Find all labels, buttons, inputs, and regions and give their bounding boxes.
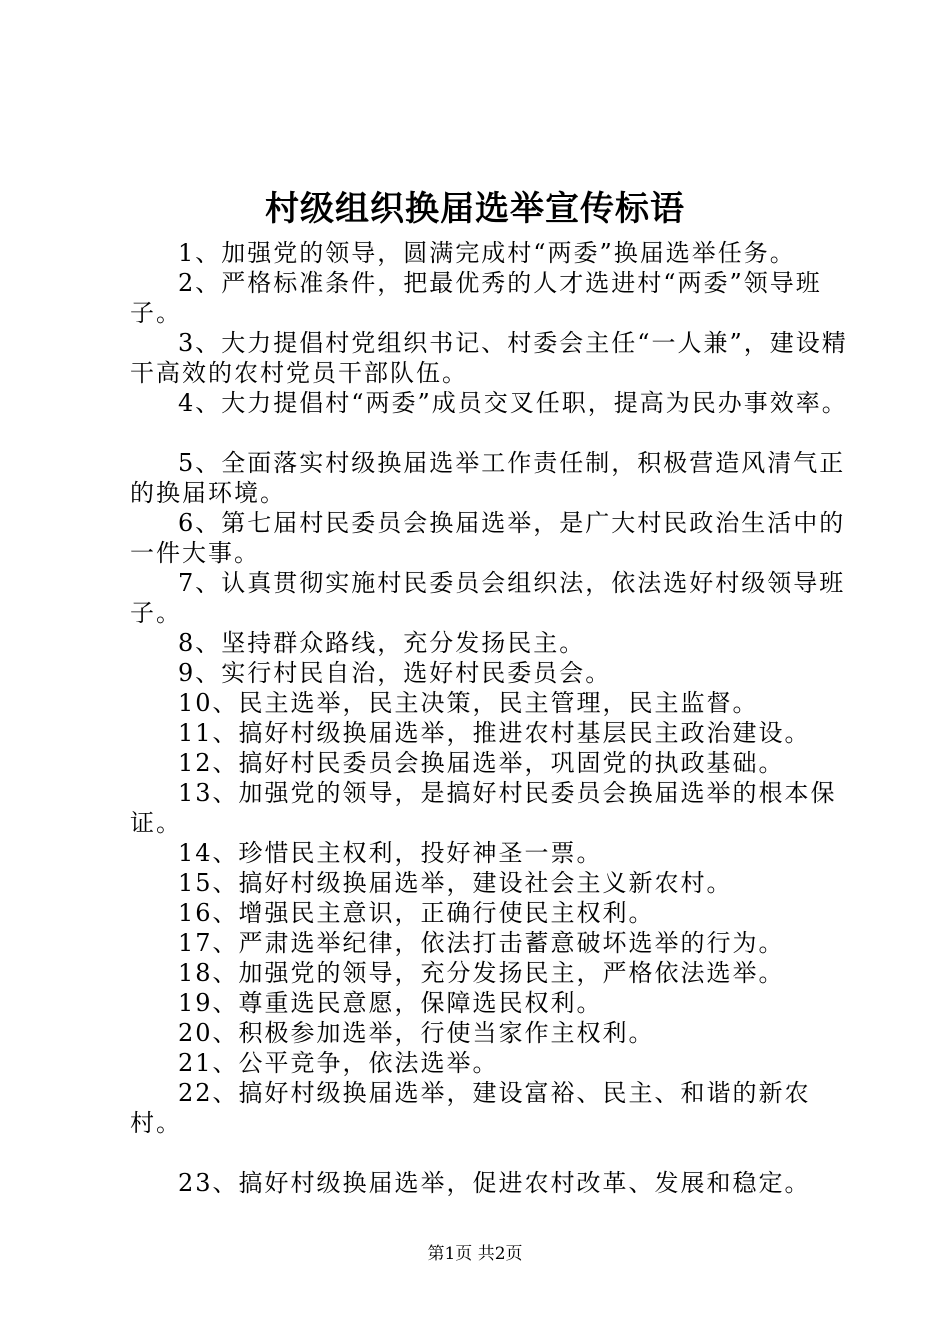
list-item: 7、认真贯彻实施村民委员会组织法，依法选好村级领导班子。 (130, 569, 846, 627)
page-title: 村级组织换届选举宣传标语 (265, 189, 685, 229)
list-item: 5、全面落实村级换届选举工作责任制，积极营造风清气正的换届环境。 (130, 449, 846, 507)
list-item: 12、搞好村民委员会换届选举，巩固党的执政基础。 (178, 749, 785, 777)
list-item: 14、珍惜民主权利，投好神圣一票。 (178, 839, 603, 867)
list-item: 2、严格标准条件，把最优秀的人才选进村“两委”领导班子。 (130, 269, 822, 327)
list-item: 3、大力提倡村党组织书记、村委会主任“一人兼”，建设精干高效的农村党员干部队伍。 (130, 329, 848, 387)
list-item: 13、加强党的领导，是搞好村民委员会换届选举的根本保证。 (130, 779, 837, 837)
page-footer: 第1页 共2页 (427, 1244, 523, 1264)
list-item: 15、搞好村级换届选举，建设社会主义新农村。 (178, 869, 733, 897)
list-item: 18、加强党的领导，充分发扬民主，严格依法选举。 (178, 959, 785, 987)
list-item: 11、搞好村级换届选举，推进农村基层民主政治建设。 (178, 719, 811, 747)
list-item: 4、大力提倡村“两委”成员交叉任职，提高为民办事效率。 (178, 389, 848, 417)
list-item: 21、公平竞争，依法选举。 (178, 1049, 499, 1077)
list-item: 8、坚持群众路线，充分发扬民主。 (178, 629, 586, 657)
list-item: 17、严肃选举纪律，依法打击蓄意破坏选举的行为。 (178, 929, 785, 957)
list-item: 6、第七届村民委员会换届选举，是广大村民政治生活中的一件大事。 (130, 509, 846, 567)
list-item: 16、增强民主意识，正确行使民主权利。 (178, 899, 655, 927)
slogan-list (130, 238, 850, 1198)
list-item: 19、尊重选民意愿，保障选民权利。 (178, 989, 603, 1017)
list-item: 1、加强党的领导，圆满完成村“两委”换届选举任务。 (178, 239, 796, 267)
list-item: 23、搞好村级换届选举，促进农村改革、发展和稳定。 (178, 1169, 811, 1197)
list-item: 9、实行村民自治，选好村民委员会。 (178, 659, 612, 687)
list-item: 20、积极参加选举，行使当家作主权利。 (178, 1019, 655, 1047)
list-item: 22、搞好村级换届选举，建设富裕、民主、和谐的新农村。 (130, 1079, 811, 1137)
list-item: 10、民主选举，民主决策，民主管理，民主监督。 (178, 689, 759, 717)
